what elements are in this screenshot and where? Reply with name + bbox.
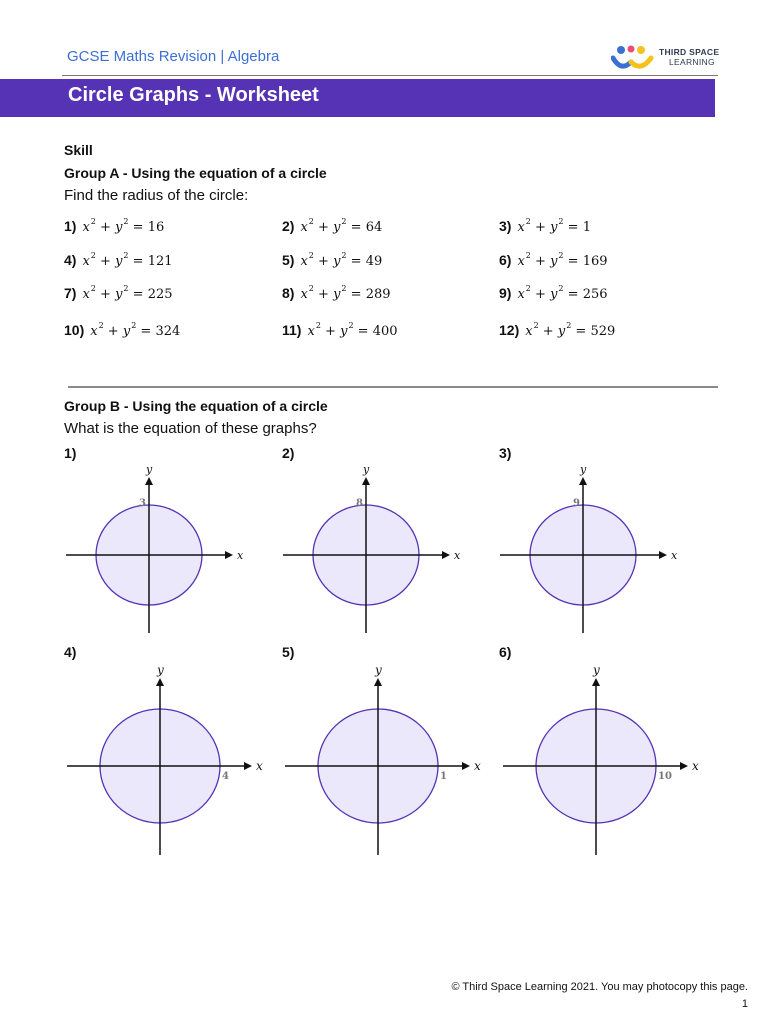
question-number: 8) bbox=[282, 285, 295, 301]
logo-mark-icon bbox=[611, 44, 655, 74]
x-axis-label: x bbox=[237, 549, 244, 562]
y-axis-arrow-icon bbox=[156, 678, 164, 686]
circle-graph bbox=[497, 664, 708, 859]
y-axis-label: y bbox=[363, 463, 370, 476]
y-axis-label: y bbox=[580, 463, 587, 476]
group-b-title: Group B - Using the equation of a circle bbox=[64, 398, 328, 414]
question-item bbox=[282, 321, 398, 339]
question-equation: $x^2 + y^2 = 324$ bbox=[90, 321, 181, 339]
question-equation: $x^2 + y^2 = 16$ bbox=[82, 217, 165, 235]
equation-value: 324 bbox=[155, 324, 181, 339]
third-space-learning-logo bbox=[611, 44, 731, 74]
question-number: 10) bbox=[64, 322, 85, 338]
equation-value: 225 bbox=[147, 287, 173, 302]
radius-value-label: 3 bbox=[139, 498, 146, 509]
logo-wordmark bbox=[659, 47, 719, 67]
question-item bbox=[282, 284, 391, 302]
page-number: 1 bbox=[741, 998, 748, 1010]
equation-value: 529 bbox=[590, 324, 616, 339]
question-equation: $x^2 + y^2 = 121$ bbox=[82, 251, 173, 269]
circle-graph bbox=[277, 463, 470, 637]
equation-value: 49 bbox=[365, 254, 383, 269]
circle-graph bbox=[494, 463, 687, 637]
y-axis-label: y bbox=[375, 664, 382, 677]
radius-value-label: 1 bbox=[440, 771, 447, 782]
question-item bbox=[64, 251, 173, 269]
logo-line-1: THIRD SPACE bbox=[659, 47, 720, 57]
y-axis-arrow-icon bbox=[592, 678, 600, 686]
question-number: 6) bbox=[499, 252, 512, 268]
graph-number: 2) bbox=[282, 445, 295, 461]
question-item bbox=[499, 217, 591, 235]
y-axis-arrow-icon bbox=[374, 678, 382, 686]
equation-value: 256 bbox=[582, 287, 608, 302]
graph-number: 3) bbox=[499, 445, 512, 461]
question-number: 11) bbox=[282, 322, 302, 338]
y-axis-arrow-icon bbox=[579, 477, 587, 485]
question-item bbox=[282, 251, 382, 269]
equation-value: 16 bbox=[147, 220, 165, 235]
group-a-instruction: Find the radius of the circle: bbox=[64, 187, 249, 204]
circle-graph bbox=[60, 463, 253, 637]
x-axis-label: x bbox=[474, 759, 481, 773]
question-number: 4) bbox=[64, 252, 77, 268]
question-number: 3) bbox=[499, 218, 512, 234]
skill-label: Skill bbox=[64, 142, 93, 158]
question-equation: $x^2 + y^2 = 289$ bbox=[300, 284, 391, 302]
logo-line-2: LEARNING bbox=[669, 57, 715, 67]
graph-number: 1) bbox=[64, 445, 77, 461]
circle-graph bbox=[279, 664, 490, 859]
x-axis-label: x bbox=[692, 759, 699, 773]
question-equation: $x^2 + y^2 = 1$ bbox=[517, 217, 591, 235]
question-item bbox=[499, 284, 608, 302]
x-axis-arrow-icon bbox=[462, 762, 470, 770]
question-number: 5) bbox=[282, 252, 295, 268]
question-equation: $x^2 + y^2 = 225$ bbox=[82, 284, 173, 302]
question-item bbox=[499, 251, 608, 269]
equation-value: 121 bbox=[147, 254, 173, 269]
question-item bbox=[499, 321, 615, 339]
y-axis-arrow-icon bbox=[362, 477, 370, 485]
x-axis-arrow-icon bbox=[680, 762, 688, 770]
question-number: 7) bbox=[64, 285, 77, 301]
question-equation: $x^2 + y^2 = 256$ bbox=[517, 284, 608, 302]
title-banner bbox=[0, 79, 715, 117]
question-number: 9) bbox=[499, 285, 512, 301]
equation-value: 289 bbox=[365, 287, 391, 302]
question-number: 12) bbox=[499, 322, 520, 338]
equation-value: 400 bbox=[372, 324, 398, 339]
question-item bbox=[64, 217, 164, 235]
group-b-instruction: What is the equation of these graphs? bbox=[64, 420, 317, 437]
question-equation: $x^2 + y^2 = 169$ bbox=[517, 251, 608, 269]
question-item bbox=[282, 217, 382, 235]
x-axis-arrow-icon bbox=[659, 551, 667, 559]
page-title: Circle Graphs - Worksheet bbox=[68, 84, 319, 106]
question-number: 2) bbox=[282, 218, 295, 234]
subject-heading: GCSE Maths Revision | Algebra bbox=[67, 48, 280, 65]
circle-graph bbox=[61, 664, 272, 859]
header-rule bbox=[62, 75, 718, 76]
equation-value: 1 bbox=[582, 220, 591, 235]
question-equation: $x^2 + y^2 = 64$ bbox=[300, 217, 383, 235]
question-number: 1) bbox=[64, 218, 77, 234]
group-a-title: Group A - Using the equation of a circle bbox=[64, 165, 327, 181]
x-axis-label: x bbox=[256, 759, 263, 773]
x-axis-arrow-icon bbox=[244, 762, 252, 770]
radius-value-label: 9 bbox=[573, 498, 580, 509]
equation-value: 169 bbox=[582, 254, 608, 269]
x-axis-arrow-icon bbox=[442, 551, 450, 559]
y-axis-label: y bbox=[146, 463, 153, 476]
graph-number: 5) bbox=[282, 644, 295, 660]
graph-number: 4) bbox=[64, 644, 77, 660]
graph-number: 6) bbox=[499, 644, 512, 660]
x-axis-arrow-icon bbox=[225, 551, 233, 559]
radius-value-label: 8 bbox=[356, 498, 363, 509]
equation-value: 64 bbox=[365, 220, 383, 235]
question-equation: $x^2 + y^2 = 529$ bbox=[525, 321, 616, 339]
question-equation: $x^2 + y^2 = 400$ bbox=[307, 321, 398, 339]
question-equation: $x^2 + y^2 = 49$ bbox=[300, 251, 383, 269]
radius-value-label: 10 bbox=[658, 771, 672, 782]
copyright-notice: © Third Space Learning 2021. You may photocopy this page. bbox=[451, 981, 748, 993]
question-item bbox=[64, 321, 180, 339]
y-axis-label: y bbox=[157, 664, 164, 677]
question-item bbox=[64, 284, 173, 302]
y-axis-label: y bbox=[593, 664, 600, 677]
x-axis-label: x bbox=[454, 549, 461, 562]
y-axis-arrow-icon bbox=[145, 477, 153, 485]
x-axis-label: x bbox=[671, 549, 678, 562]
section-divider bbox=[68, 386, 718, 388]
radius-value-label: 4 bbox=[222, 771, 229, 782]
